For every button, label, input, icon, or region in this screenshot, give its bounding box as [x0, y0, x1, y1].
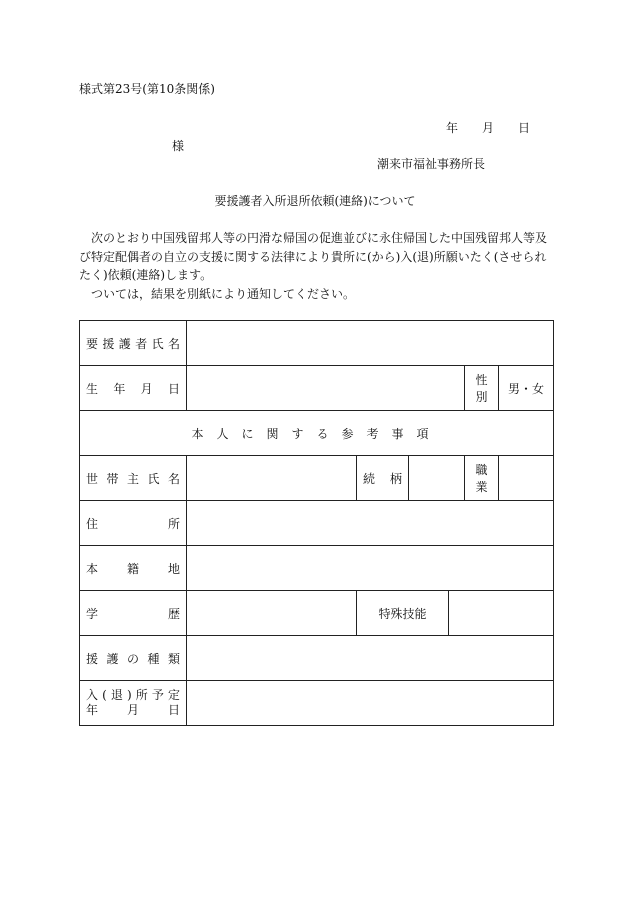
planned-date-label-line1: 入(退)所予定: [86, 688, 180, 702]
domicile-label: 本籍地: [80, 546, 187, 591]
row-household: [80, 456, 554, 501]
special-skill-label: 特殊技能: [357, 591, 449, 636]
addressee-suffix: 様: [172, 139, 185, 153]
education-field[interactable]: [187, 591, 357, 636]
household-head-field[interactable]: [187, 456, 357, 501]
row-address: [80, 501, 554, 546]
reference-header: 本人に関する参考事項: [80, 411, 554, 456]
document-title: 要援護者入所退所依頼(連絡)について: [214, 194, 416, 208]
planned-date-label: [80, 681, 187, 726]
birthdate-field[interactable]: [187, 366, 465, 411]
row-birthdate: [80, 366, 554, 411]
occupation-label: 職業: [465, 456, 499, 501]
relationship-label: 続柄: [357, 456, 409, 501]
name-field[interactable]: [187, 321, 554, 366]
date-day-label: 日: [518, 121, 531, 135]
birthdate-label: 生年月日: [80, 366, 187, 411]
form-number: 様式第23号(第10条関係): [79, 82, 215, 96]
request-form-table: [79, 320, 554, 726]
sender: 潮来市福祉事務所長: [377, 157, 486, 171]
assistance-type-field[interactable]: [187, 636, 554, 681]
address-field[interactable]: [187, 501, 554, 546]
body-text: [79, 229, 553, 303]
name-label: 要援護者氏名: [80, 321, 187, 366]
row-name: [80, 321, 554, 366]
assistance-type-label: 援護の種類: [80, 636, 187, 681]
row-assistance-type: [80, 636, 554, 681]
household-head-label: 世帯主氏名: [80, 456, 187, 501]
row-domicile: [80, 546, 554, 591]
body-paragraph-2: ついては，結果を別紙により通知してください。: [91, 286, 356, 301]
date-line: [446, 119, 530, 136]
relationship-field[interactable]: [409, 456, 465, 501]
special-skill-field[interactable]: [449, 591, 554, 636]
sex-options[interactable]: 男・女: [499, 366, 554, 411]
education-label: 学歴: [80, 591, 187, 636]
body-paragraph-1: 次のとおり中国残留邦人等の円滑な帰国の促進並びに永住帰国した中国残留邦人等及び特定配偶者の自立の支援に関する法律により貴所に(から)入(退)所願いたく(させられたく)依頼(連絡)します。: [79, 231, 548, 282]
row-planned-date: [80, 681, 554, 726]
row-reference-header: [80, 411, 554, 456]
planned-date-field[interactable]: [187, 681, 554, 726]
domicile-field[interactable]: [187, 546, 554, 591]
sex-label: 性別: [465, 366, 499, 411]
planned-date-label-line2: 年月日: [86, 703, 180, 717]
date-month-label: 月: [482, 121, 495, 135]
date-year-label: 年: [446, 121, 459, 135]
row-education: [80, 591, 554, 636]
occupation-field[interactable]: [499, 456, 554, 501]
address-label: 住所: [80, 501, 187, 546]
